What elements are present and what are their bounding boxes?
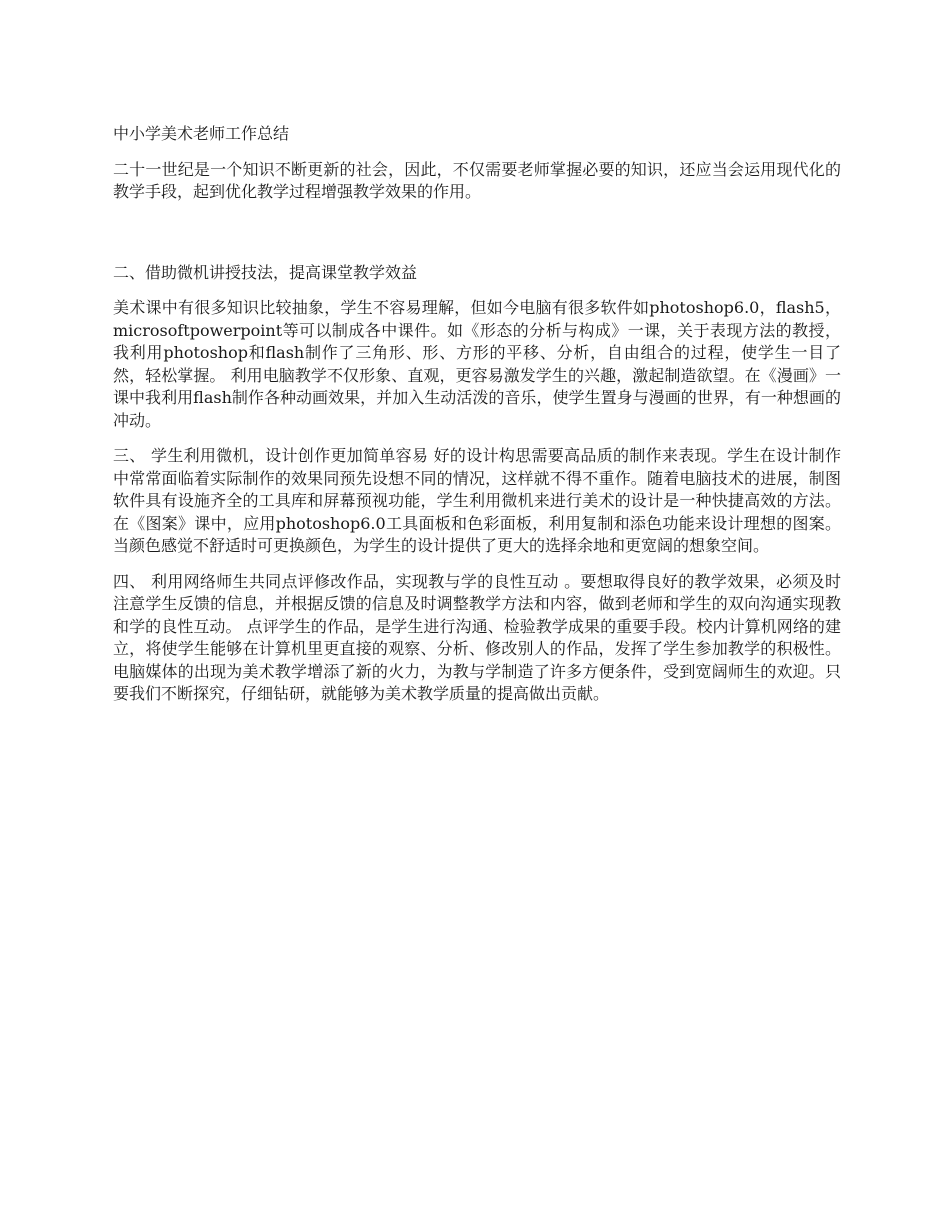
document-page xyxy=(113,123,841,719)
section-2-heading: 二、借助微机讲授技法，提高课堂教学效益 xyxy=(113,262,418,282)
section-4-paragraph: 四、 利用网络师生共同点评修改作品，实现教与学的良性互动 。要想取得良好的教学效果，必须及时注意学生反馈的信息，并根据反馈的信息及时调整教学方法和内容，做到老师和学生的双向沟通实现教和学的良性互动。 点评学生的作品，是学生进行沟通、检验教学成果的重要手段。校内计算机网络的建立，将使学生能够在计算机里更直接的观察、分析、修改别人的作品，发挥了学生参加教学的积极性。 电脑媒体的出现为美术教学增添了新的火力，为教与学制造了许多方便条件，受到宽阔师生的欢迎。只要我们不断探究，仔细钻研，就能够为美术教学质量的提高做出贡献。 xyxy=(113,571,841,703)
intro-paragraph: 二十一世纪是一个知识不断更新的社会，因此，不仅需要老师掌握必要的知识，还应当会运用现代化的教学手段，起到优化教学过程增强教学效果的作用。 xyxy=(113,159,841,201)
section-gap xyxy=(113,217,841,262)
section-2-paragraph: 美术课中有很多知识比较抽象，学生不容易理解，但如今电脑有很多软件如photoshop6.0，flash5，microsoftpowerpoint等可以制成各中课件。如《形态的分析与构成》一课，关于表现方法的教授，我利用photoshop和flash制作了三角形、形、方形的平移、分析，自由组合的过程，使学生一目了然，轻松掌握。 利用电脑教学不仅形象、直观，更容易激发学生的兴趣，激起制造欲望。在《漫画》一课中我利用flash制作各种动画效果，并加入生动活泼的音乐，使学生置身与漫画的世界，有一种想画的冲动。 xyxy=(113,298,841,430)
document-title: 中小学美术老师工作总结 xyxy=(113,124,290,143)
section-3-paragraph: 三、 学生利用微机，设计创作更加简单容易 好的设计构思需要高品质的制作来表现。学生在设计制作中常常面临着实际制作的效果同预先设想不同的情况，这样就不得不重作。随着电脑技术的进展，制图软件具有设施齐全的工具库和屏幕预视功能，学生利用微机来进行美术的设计是一种快捷高效的方法。在《图案》课中，应用photoshop6.0工具面板和色彩面板，利用复制和添色功能来设计理想的图案。当颜色感觉不舒适时可更换颜色，为学生的设计提供了更大的选择余地和更宽阔的想象空间。 xyxy=(113,446,841,555)
